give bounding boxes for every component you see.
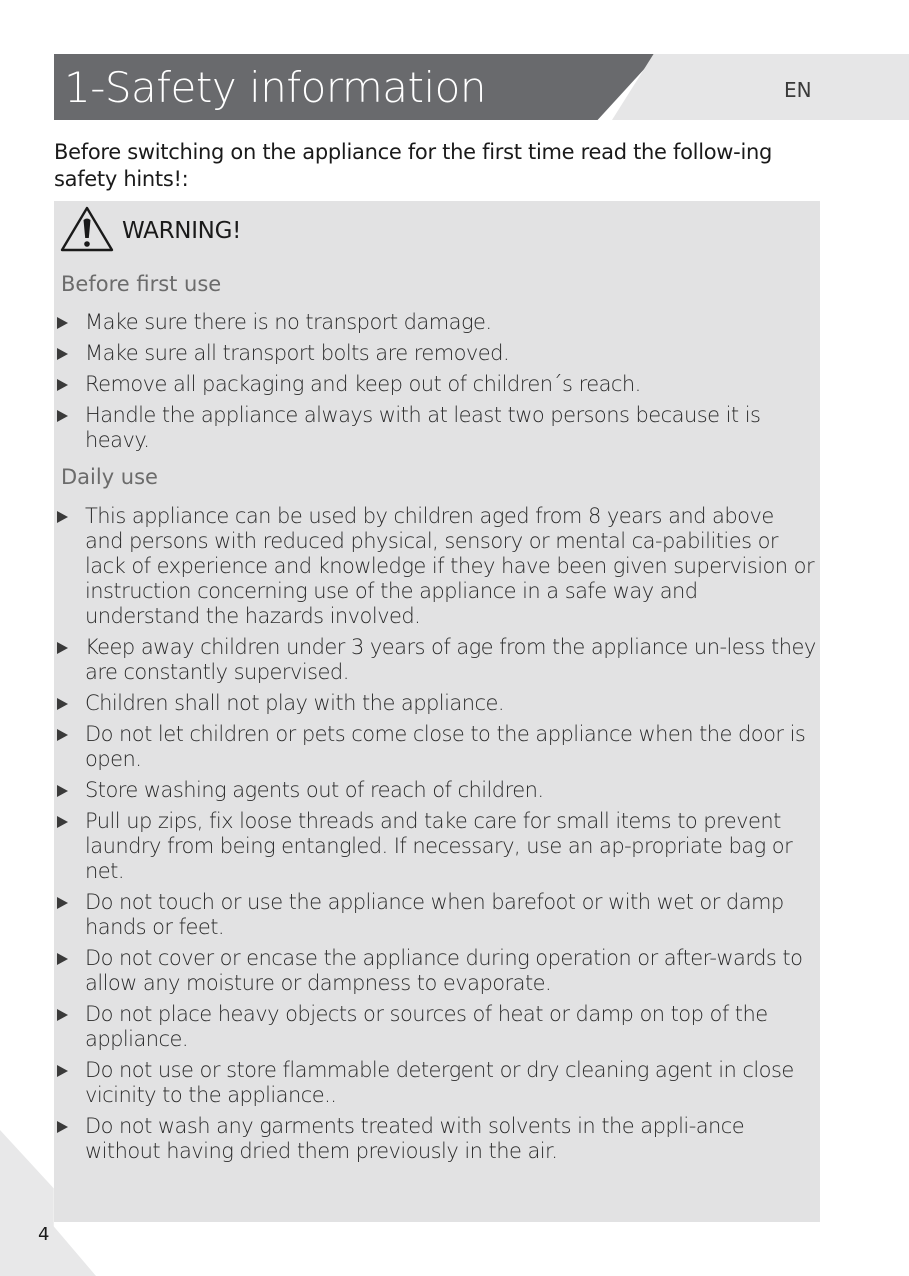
bullet-arrow-icon <box>57 698 68 710</box>
list-item: Keep away children under 3 years of age from the appliance un-less they are constantly supervised. <box>54 635 816 685</box>
bullet-arrow-icon <box>57 729 68 741</box>
language-tab <box>612 54 909 120</box>
before-first-use-list <box>54 310 816 459</box>
list-item: Do not place heavy objects or sources of heat or damp on top of the appliance. <box>54 1002 816 1052</box>
daily-use-list <box>54 504 816 1170</box>
bullet-arrow-icon <box>57 317 68 329</box>
list-item: Handle the appliance always with at least two persons because it is heavy. <box>54 403 816 453</box>
page-number: 4 <box>38 1224 50 1245</box>
list-item: Do not use or store flammable detergent or dry cleaning agent in close vicinity to the appliance.. <box>54 1058 816 1108</box>
section-heading-daily-use: Daily use <box>61 465 158 489</box>
list-item: Make sure there is no transport damage. <box>54 310 816 335</box>
list-item: This appliance can be used by children aged from 8 years and above and persons with reduced physical, sensory or mental ca-pabilities or lack of experience and knowledge if they have been given supervision or instruction concerning use of the appliance in a safe way and understand the hazards involved. <box>54 504 816 629</box>
bullet-arrow-icon <box>57 1009 68 1021</box>
bullet-arrow-icon <box>57 348 68 360</box>
intro-text: Before switching on the appliance for the first time read the follow-ing safety hints!: <box>54 140 773 191</box>
bullet-arrow-icon <box>57 1065 68 1077</box>
bullet-arrow-icon <box>57 511 68 523</box>
bullet-arrow-icon <box>57 816 68 828</box>
list-item: Remove all packaging and keep out of children´s reach. <box>54 372 816 397</box>
bullet-arrow-icon <box>57 642 68 654</box>
warning-label: WARNING! <box>122 218 242 244</box>
warning-header <box>58 207 241 255</box>
bullet-arrow-icon <box>57 785 68 797</box>
bullet-arrow-icon <box>57 1121 68 1133</box>
list-item: Do not cover or encase the appliance during operation or after-wards to allow any moisture or dampness to evaporate. <box>54 946 816 996</box>
section-heading-before-first-use: Before first use <box>61 272 222 296</box>
bullet-arrow-icon <box>57 953 68 965</box>
language-code: EN <box>784 78 812 102</box>
page-title: 1-Safety information <box>64 63 486 112</box>
list-item: Make sure all transport bolts are removed. <box>54 341 816 366</box>
list-item: Do not touch or use the appliance when barefoot or with wet or damp hands or feet. <box>54 890 816 940</box>
list-item: Children shall not play with the appliance. <box>54 691 816 716</box>
bullet-arrow-icon <box>57 410 68 422</box>
list-item: Do not let children or pets come close to the appliance when the door is open. <box>54 722 816 772</box>
bullet-arrow-icon <box>57 379 68 391</box>
list-item: Do not wash any garments treated with solvents in the appli-ance without having dried them previously in the air. <box>54 1114 816 1164</box>
bullet-arrow-icon <box>57 897 68 909</box>
warning-triangle-icon <box>58 204 116 258</box>
list-item: Store washing agents out of reach of children. <box>54 778 816 803</box>
list-item: Pull up zips, fix loose threads and take care for small items to prevent laundry from being entangled. If necessary, use an ap-propriate bag or net. <box>54 809 816 884</box>
warning-panel <box>54 201 820 1222</box>
